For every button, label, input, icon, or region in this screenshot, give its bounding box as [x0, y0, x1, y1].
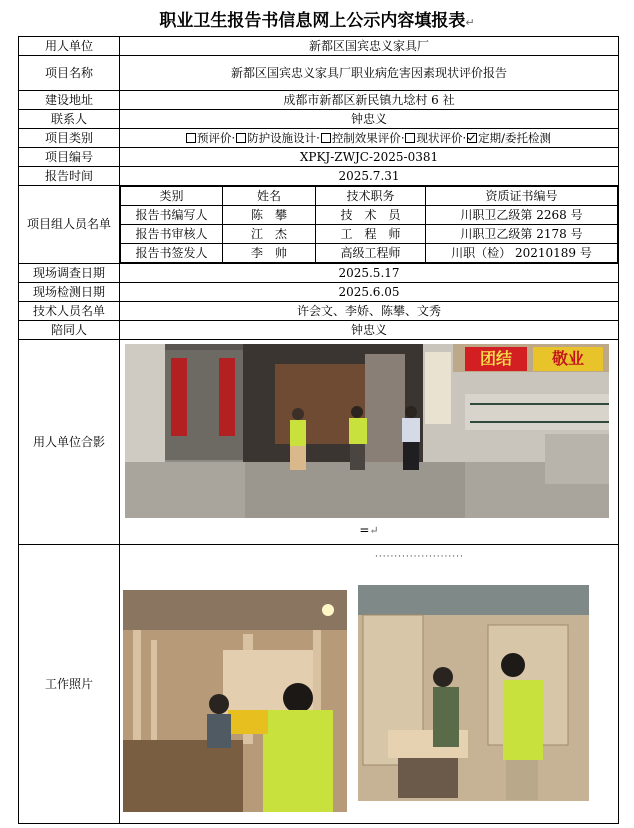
team-cert: 川职卫乙级第 2268 号: [426, 206, 618, 225]
form-title: 职业卫生报告书信息网上公示内容填报表↵: [159, 11, 475, 31]
project-name-label: 项目名称: [19, 56, 120, 91]
checkbox-icon: [186, 133, 196, 143]
checkbox-icon: [321, 133, 331, 143]
team-header-category: 类别: [121, 187, 223, 206]
disclosure-form: [18, 36, 619, 824]
team-role: 报告书编写人: [121, 206, 223, 225]
test-date-label: 现场检测日期: [19, 283, 120, 302]
category-label: 项目类别: [19, 129, 120, 148]
checkbox-icon: [405, 133, 415, 143]
escort-value: 钟忠义: [120, 321, 619, 340]
checkbox-checked-icon: [467, 133, 477, 143]
category-options: [120, 129, 619, 148]
report-time-value: 2025.7.31: [120, 167, 619, 186]
table-row: [121, 225, 618, 244]
employer-value: 新都区国宾忠义家具厂: [120, 37, 619, 56]
team-role: 报告书签发人: [121, 244, 223, 263]
employer-label: 用人单位: [19, 37, 120, 56]
code-label: 项目编号: [19, 148, 120, 167]
team-cert: 川职卫乙级第 2178 号: [426, 225, 618, 244]
team-table: [120, 186, 618, 263]
team-header-row: [121, 187, 618, 206]
survey-date-label: 现场调查日期: [19, 264, 120, 283]
photo-sign-dedication: 敬业: [551, 349, 585, 368]
tech-staff-value: 许会文、李娇、陈攀、文秀: [120, 302, 619, 321]
team-title: 工 程 师: [316, 225, 426, 244]
escort-label: 陪同人: [19, 321, 120, 340]
team-header-cert: 资质证书编号: [426, 187, 618, 206]
checkbox-icon: [236, 133, 246, 143]
group-photo-cell: [120, 340, 619, 545]
code-value: XPKJ-ZWJC-2025-0381: [120, 148, 619, 167]
team-role: 报告书审核人: [121, 225, 223, 244]
team-cert: 川职（检） 20210189 号: [426, 244, 618, 263]
work-photo-label: 工作照片: [19, 545, 120, 824]
photo-caption: =↵: [359, 523, 379, 537]
work-photo-cell: [120, 545, 619, 824]
table-row: [121, 206, 618, 225]
team-title: 技 术 员: [316, 206, 426, 225]
category-option-status-eval[interactable]: 现状评价·: [405, 131, 466, 145]
report-time-label: 报告时间: [19, 167, 120, 186]
test-date-value: 2025.6.05: [120, 283, 619, 302]
tech-staff-label: 技术人员名单: [19, 302, 120, 321]
address-label: 建设地址: [19, 91, 120, 110]
table-row: [121, 244, 618, 263]
photo-sign-unity: 团结: [479, 349, 513, 368]
contact-value: 钟忠义: [120, 110, 619, 129]
team-name: 李 帅: [223, 244, 316, 263]
project-name-value: 新都区国宾忠义家具厂职业病危害因素现状评价报告: [120, 56, 619, 91]
team-title: 高级工程师: [316, 244, 426, 263]
work-photo-1: [123, 590, 347, 812]
team-header-title: 技术职务: [316, 187, 426, 206]
category-option-periodic-test[interactable]: 定期/委托检测: [467, 131, 551, 145]
team-name: 陈 攀: [223, 206, 316, 225]
category-option-pre-eval[interactable]: 预评价·: [186, 131, 235, 145]
work-photo-2: [358, 585, 589, 801]
group-photo-label: 用人单位合影: [19, 340, 120, 545]
group-photo: [125, 344, 609, 518]
survey-date-value: 2025.5.17: [120, 264, 619, 283]
team-header-name: 姓名: [223, 187, 316, 206]
dotted-leader: ·······················: [375, 552, 464, 562]
team-label: 项目组人员名单: [19, 186, 120, 264]
category-option-control-eval[interactable]: 控制效果评价·: [321, 131, 405, 145]
team-name: 江 杰: [223, 225, 316, 244]
contact-label: 联系人: [19, 110, 120, 129]
category-option-protection-design[interactable]: 防护设施设计·: [236, 131, 320, 145]
address-value: 成都市新都区新民镇九埝村 6 社: [120, 91, 619, 110]
